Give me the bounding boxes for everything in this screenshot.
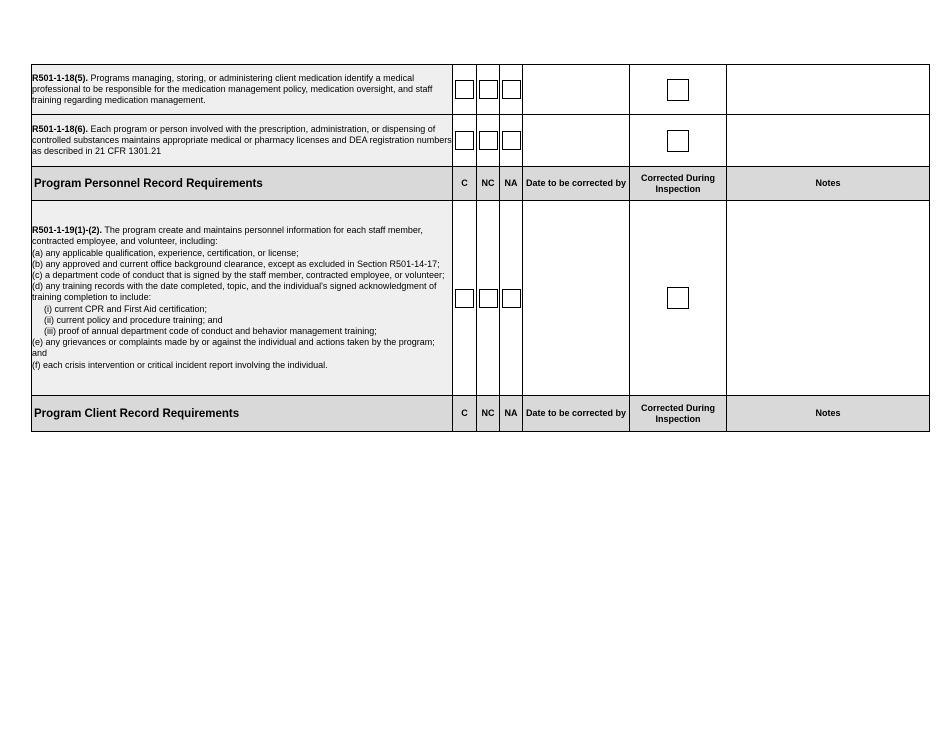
compliant-cell	[453, 65, 477, 115]
requirement-text	[32, 201, 453, 396]
column-header-date: Date to be corrected by	[523, 396, 630, 432]
requirement-text	[32, 65, 453, 115]
corrected-during-inspection-checkbox[interactable]	[667, 130, 689, 152]
requirement-item: (b) any approved and current office background clearance, except as excluded in Section R501-14-17;	[32, 258, 440, 269]
requirement-row	[32, 115, 930, 167]
date-corrected-field[interactable]	[523, 65, 630, 115]
compliant-checkbox[interactable]	[455, 131, 474, 150]
requirement-item: (d) any training records with the date completed, topic, and the individual's signed acknowledgment of training completion to include:	[32, 281, 437, 303]
requirement-description: Programs managing, storing, or administering client medication identify a medical professional to be responsible for the medication management policy, medication oversight, and staff training regarding medication management.	[32, 72, 433, 106]
notes-field[interactable]	[727, 201, 930, 396]
requirement-subitem: (iii) proof of annual department code of conduct and behavior management training;	[44, 326, 377, 336]
requirement-subitem: (ii) current policy and procedure training; and	[44, 314, 223, 325]
na-checkbox[interactable]	[502, 131, 521, 150]
column-header-corrected: Corrected During Inspection	[630, 167, 727, 201]
requirement-subitem: (i) current CPR and First Aid certification;	[44, 303, 208, 314]
requirement-description: The program create and maintains personnel information for each staff member, contracted employee, and volunteer, including:	[32, 225, 423, 247]
notes-field[interactable]	[727, 65, 930, 115]
requirement-text	[32, 115, 453, 167]
date-corrected-field[interactable]	[523, 201, 630, 396]
section-title: Program Client Record Requirements	[32, 396, 453, 432]
requirement-item: (a) any applicable qualification, experience, certification, or license;	[32, 247, 299, 258]
requirement-row	[32, 65, 930, 115]
column-header-date: Date to be corrected by	[523, 167, 630, 201]
compliant-cell	[453, 115, 477, 167]
corrected-during-inspection-checkbox[interactable]	[667, 79, 689, 101]
notes-field[interactable]	[727, 115, 930, 167]
noncompliant-checkbox[interactable]	[479, 80, 498, 99]
noncompliant-checkbox[interactable]	[479, 289, 498, 308]
requirement-item: (c) a department code of conduct that is signed by the staff member, contracted employee, or volunteer;	[32, 269, 445, 280]
corrected-during-inspection-cell	[630, 115, 727, 167]
requirement-code: R501-1-18(5).	[32, 72, 89, 83]
na-cell	[500, 201, 523, 396]
column-header-notes: Notes	[727, 167, 930, 201]
column-header-na: NA	[500, 167, 523, 201]
requirement-code: R501-1-18(6).	[32, 123, 89, 134]
requirement-item: (e) any grievances or complaints made by or against the individual and actions taken by the program; and	[32, 337, 435, 359]
noncompliant-cell	[477, 201, 500, 396]
requirement-row	[32, 201, 930, 396]
compliant-cell	[453, 201, 477, 396]
compliant-checkbox[interactable]	[455, 289, 474, 308]
na-cell	[500, 115, 523, 167]
na-checkbox[interactable]	[502, 80, 521, 99]
section-header-personnel	[32, 167, 930, 201]
requirement-code: R501-1-19(1)-(2).	[32, 225, 103, 236]
column-header-corrected: Corrected During Inspection	[630, 396, 727, 432]
noncompliant-cell	[477, 65, 500, 115]
column-header-notes: Notes	[727, 396, 930, 432]
column-header-c: C	[453, 396, 477, 432]
compliant-checkbox[interactable]	[455, 80, 474, 99]
na-checkbox[interactable]	[502, 289, 521, 308]
inspection-checklist-table	[31, 64, 930, 432]
na-cell	[500, 65, 523, 115]
requirement-description: Each program or person involved with the prescription, administration, or dispensing of controlled substances maintains appropriate medical or pharmacy licenses and DEA registration numbers as described in 21 CFR 1301.21	[32, 123, 452, 157]
section-title: Program Personnel Record Requirements	[32, 167, 453, 201]
column-header-na: NA	[500, 396, 523, 432]
column-header-nc: NC	[477, 396, 500, 432]
column-header-nc: NC	[477, 167, 500, 201]
noncompliant-checkbox[interactable]	[479, 131, 498, 150]
corrected-during-inspection-cell	[630, 201, 727, 396]
corrected-during-inspection-cell	[630, 65, 727, 115]
column-header-c: C	[453, 167, 477, 201]
noncompliant-cell	[477, 115, 500, 167]
corrected-during-inspection-checkbox[interactable]	[667, 287, 689, 309]
section-header-client	[32, 396, 930, 432]
requirement-item: (f) each crisis intervention or critical incident report involving the individual.	[32, 359, 328, 370]
date-corrected-field[interactable]	[523, 115, 630, 167]
